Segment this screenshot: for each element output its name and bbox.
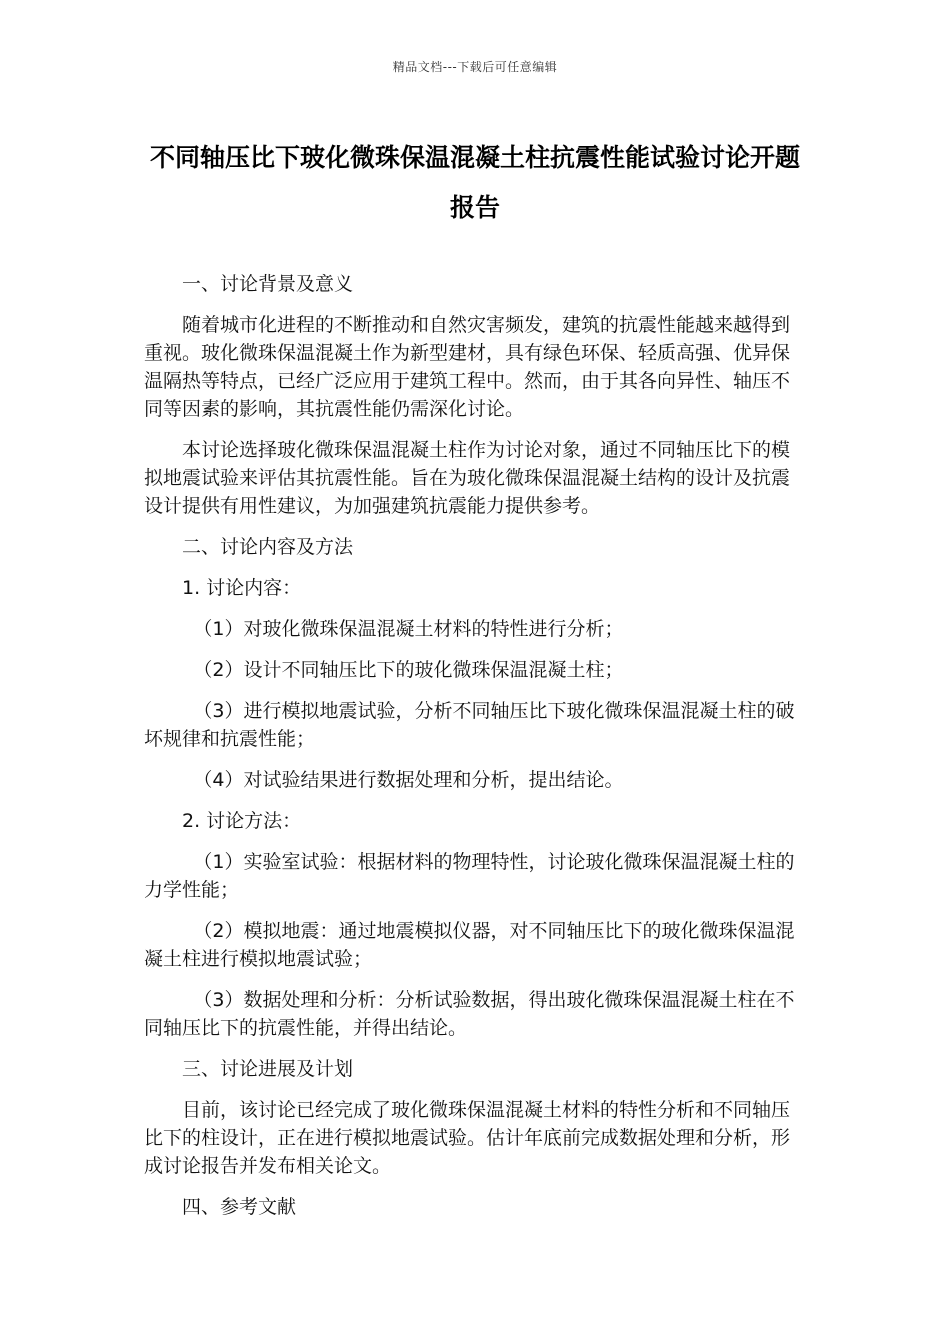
list-item-method-1: （1）实验室试验：根据材料的物理特性，讨论玻化微珠保温混凝土柱的力学性能； bbox=[144, 851, 795, 901]
header-note: 精品文档---下载后可任意编辑 bbox=[392, 60, 558, 74]
list-item-content-3: （3）进行模拟地震试验，分析不同轴压比下玻化微珠保温混凝土柱的破坏规律和抗震性能； bbox=[144, 700, 795, 750]
paragraph-progress: 目前，该讨论已经完成了玻化微珠保温混凝土材料的特性分析和不同轴压比下的柱设计，正在进行模拟地震试验。估计年底前完成数据处理和分析，形成讨论报告并发布相关论文。 bbox=[144, 1099, 791, 1177]
list-item-method-2: （2）模拟地震：通过地震模拟仪器，对不同轴压比下的玻化微珠保温混凝土柱进行模拟地震试验； bbox=[144, 920, 795, 970]
subheading-content: 1. 讨论内容： bbox=[182, 577, 302, 599]
section-heading-progress: 三、讨论进展及计划 bbox=[182, 1058, 354, 1080]
list-item-content-4: （4）对试验结果进行数据处理和分析，提出结论。 bbox=[193, 769, 624, 791]
subheading-method: 2. 讨论方法： bbox=[182, 810, 302, 832]
section-heading-references: 四、参考文献 bbox=[182, 1196, 297, 1218]
list-item-method-3: （3）数据处理和分析：分析试验数据，得出玻化微珠保温混凝土柱在不同轴压比下的抗震性能，并得出结论。 bbox=[144, 989, 795, 1039]
list-item-content-1: （1）对玻化微珠保温混凝土材料的特性进行分析； bbox=[193, 618, 624, 640]
document-body bbox=[144, 270, 806, 1234]
document-title: 不同轴压比下玻化微珠保温混凝土柱抗震性能试验讨论开题报告 bbox=[149, 143, 800, 222]
section-heading-background: 一、讨论背景及意义 bbox=[182, 273, 354, 295]
section-heading-content-method: 二、讨论内容及方法 bbox=[182, 536, 354, 558]
paragraph-background-1: 随着城市化进程的不断推动和自然灾害频发，建筑的抗震性能越来越得到重视。玻化微珠保温混凝土作为新型建材，具有绿色环保、轻质高强、优异保温隔热等特点，已经广泛应用于建筑工程中。然而，由于其各向异性、轴压不同等因素的影响，其抗震性能仍需深化讨论。 bbox=[144, 314, 791, 420]
list-item-content-2: （2）设计不同轴压比下的玻化微珠保温混凝土柱； bbox=[193, 659, 624, 681]
paragraph-background-2: 本讨论选择玻化微珠保温混凝土柱作为讨论对象，通过不同轴压比下的模拟地震试验来评估其抗震性能。旨在为玻化微珠保温混凝土结构的设计及抗震设计提供有用性建议，为加强建筑抗震能力提供参考。 bbox=[144, 439, 791, 517]
